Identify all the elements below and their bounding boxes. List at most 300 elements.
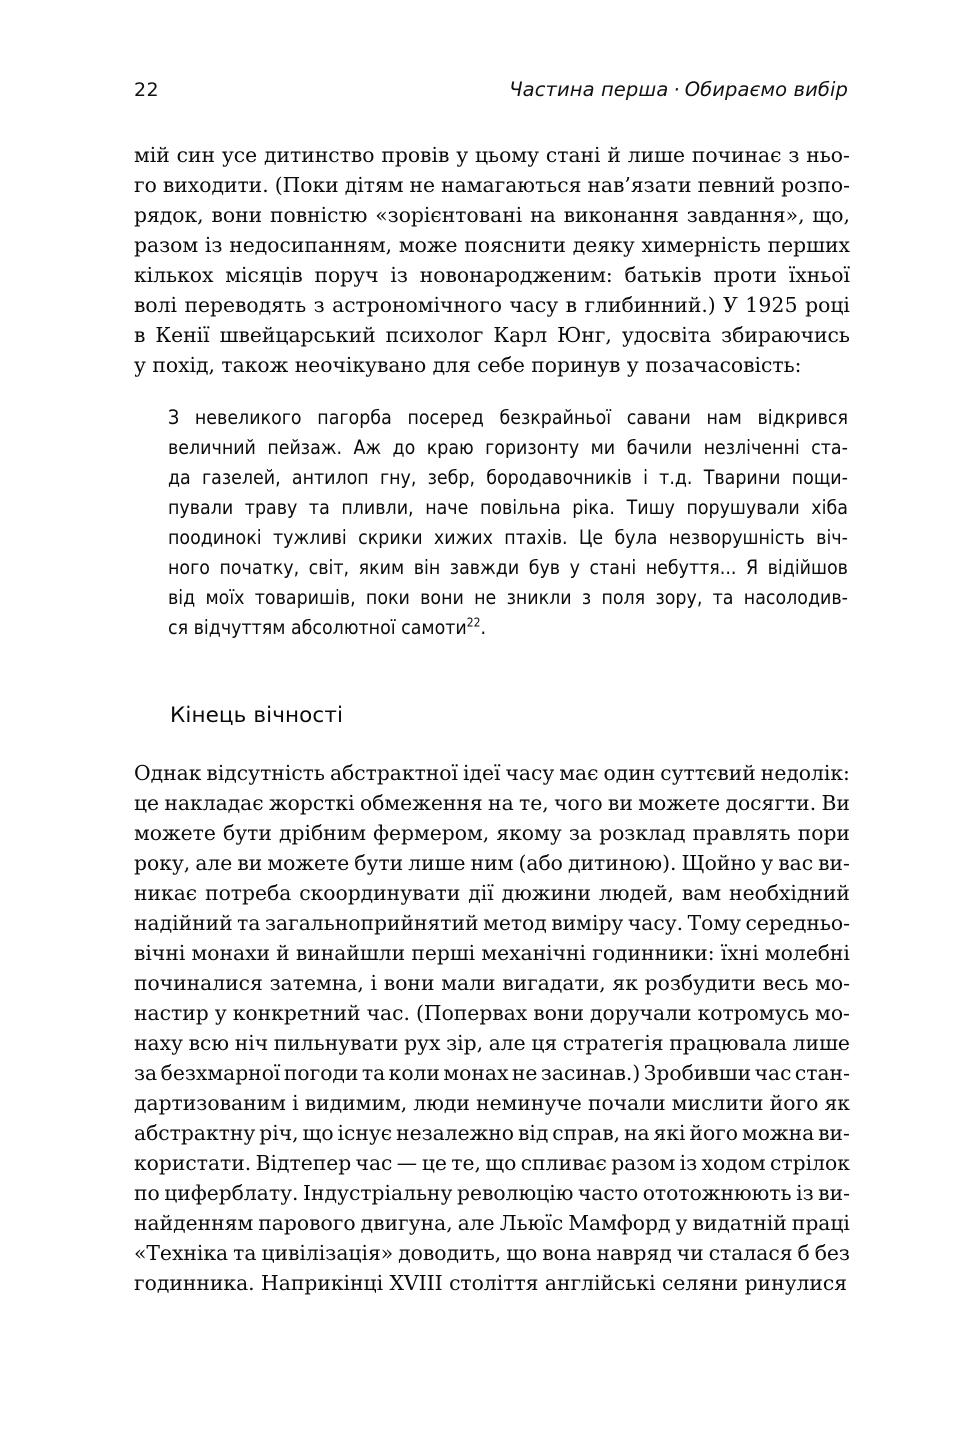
text-line [134,1118,850,1148]
word: виконання [563,203,679,227]
word: краю [426,436,474,459]
word: чого [554,791,603,815]
word: накладає [164,791,264,815]
word: із [204,233,223,257]
word: поки [365,586,410,609]
word: котромусь [697,1001,809,1025]
word: З [168,406,180,429]
word: вона [542,1241,592,1265]
word: один [603,761,656,785]
word: ріка. [572,496,615,519]
word: «зорієнтовані [375,203,523,227]
word: ніч [234,1031,269,1055]
word: відійшов [767,556,848,579]
word: усе [221,143,258,167]
word: недосипанням, [229,233,393,257]
word: вигадати, [502,971,606,995]
word: величний [168,436,256,459]
word: з [581,586,592,609]
word: (або [518,851,563,875]
word: кількох [134,263,214,287]
word: початку, [219,556,300,579]
word: доручали [590,1001,692,1025]
word: ним [470,851,514,875]
word: нам [706,406,742,429]
word: виходити. [162,173,269,197]
quote-line-text: ся відчуттям абсолютної самоти [168,616,467,639]
word: дрібним [279,821,366,845]
word: перших [767,233,850,257]
word: Тишу [626,496,675,519]
word: новонародженим: [419,263,613,287]
word: бородавочників [486,466,632,489]
word: справ, [552,1121,621,1145]
word: починалися [134,971,263,995]
text-line [134,170,850,200]
word: час. [366,1001,410,1025]
text-line [134,140,850,170]
word: рядок, [134,203,204,227]
word: суттєвий [660,761,756,785]
word: (Поки [274,173,339,197]
text-line [134,260,850,290]
word: розпо- [781,173,850,197]
word: газелей, [202,466,281,489]
word: відсутність [206,761,325,785]
word: Індустріальну [303,1181,453,1205]
word: розбудити [644,971,756,995]
word: абстрактної [329,761,459,785]
word: пейзаж. [267,436,343,459]
word: волі [134,293,177,317]
word: пливли, [341,496,414,519]
footnote-reference[interactable]: 22 [466,615,481,630]
word: на [624,1121,650,1145]
word: на [488,791,514,815]
paragraph-main [134,758,850,1298]
word: фермером, [373,821,490,845]
text-line [134,320,850,350]
word: чи [676,1241,704,1265]
word: збираючись [721,323,850,347]
word: конкретний [232,1001,361,1025]
word: та [712,586,734,609]
word: як [824,1091,850,1115]
word: він [413,556,441,579]
text-line [134,1028,850,1058]
word: дитинство [264,143,375,167]
word: жорсткі [269,791,355,815]
text-line: у похід, також неочікувано для себе поринув у позачасовість: [134,353,802,377]
word: бути [223,821,272,845]
word: зебр, [427,466,475,489]
word: і [292,1091,299,1115]
word: Тому [687,911,742,935]
word: що [506,1241,538,1265]
word: це [134,791,160,815]
word: савани [626,406,691,429]
word: ви- [818,1121,850,1145]
word: дії [468,881,494,905]
word: товаришів, [254,586,356,609]
word: пори [797,821,850,845]
word: на [530,203,556,227]
word: повільна [479,496,561,519]
word: наху [134,1031,183,1055]
word: те, [451,1151,481,1175]
word: ходом [701,1151,766,1175]
word: люди [413,1091,470,1115]
word: можете [638,791,721,815]
text-line [134,848,850,878]
word: в [134,323,146,347]
word: поля [601,586,646,609]
text-line [134,878,850,908]
word: ідеї [463,761,501,785]
word: повністю [270,203,368,227]
word: го [134,173,157,197]
word: засинав.) [540,1061,641,1085]
word: як [612,971,638,995]
word: незліченні [703,436,800,459]
word: рух [404,1031,441,1055]
word: насолодив- [743,586,848,609]
word: стратегія [562,1031,664,1055]
text-line [134,818,850,848]
text-line [134,230,850,260]
word: стані [545,143,601,167]
text-line [134,200,850,230]
word: існує [337,1121,393,1145]
word: вони [420,586,464,609]
text-line [134,1178,850,1208]
word: Зробивши [643,1061,752,1085]
word: т.д. [659,466,693,489]
quote-line [168,583,848,613]
text-line [134,998,850,1028]
word: астрономічного [332,293,502,317]
word: можна [741,1121,815,1145]
word: Тварини [703,466,781,489]
word: циферблату. [164,1181,299,1205]
text-line [134,938,850,968]
word: мо- [815,971,850,995]
word: те, [519,791,549,815]
text-line [134,1238,850,1268]
word: намагаються [441,173,582,197]
word: ви [237,851,263,875]
word: року, [134,851,191,875]
word: у [761,851,774,875]
word: механічні [481,941,587,965]
quote-line [168,553,848,583]
word: ви [607,791,633,815]
text-line: годинника. Наприкінці XVIII століття англійські селяни ринулися [134,1271,848,1295]
word: і [370,971,378,995]
word: вічні [134,941,186,965]
word: Це [578,526,604,549]
word: людей, [598,881,674,905]
word: погоди [283,1061,359,1085]
word: Льюїс [499,1211,564,1235]
word: стані [589,556,637,579]
word: лише [792,1031,850,1055]
word: його [769,1091,819,1115]
word: це [421,1151,447,1175]
word: Юнг, [557,323,612,347]
word: сталася [708,1241,793,1265]
word: деяку [572,233,635,257]
word: мали [441,971,496,995]
word: почали [587,1091,666,1115]
word: праці [791,1211,850,1235]
page-number: 22 [134,79,159,101]
word: ста- [811,436,848,459]
word: революцію [457,1181,574,1205]
word: птахів. [504,526,568,549]
word: ми [590,436,616,459]
word: наче [425,496,469,519]
word: світ, [308,556,350,579]
word: бути [354,851,404,875]
word: у [675,1211,688,1235]
word: всю [188,1031,230,1055]
word: починає [691,143,782,167]
word: їхні [720,941,759,965]
word: за [134,1061,158,1085]
word: стрілок [770,1151,850,1175]
word: ного [168,556,210,579]
word: часу. [627,911,684,935]
word: річ, [259,1121,299,1145]
word: У [723,293,738,317]
text-line [134,1148,850,1178]
section-heading: Кінець вічності [170,703,344,728]
word: спливає [520,1151,607,1175]
quote-line [168,493,848,523]
word: може [398,233,458,257]
word: антилоп [291,466,369,489]
word: та [237,911,261,935]
running-title-part-two: Обираємо вибір [684,78,848,101]
word: вас [778,851,814,875]
word: віч- [816,526,848,549]
word: метод [483,911,547,935]
text-line [134,908,850,938]
word: перші [411,941,476,965]
em-dash: — [396,1151,418,1175]
word: ви- [818,1181,850,1205]
word: не [409,173,436,197]
word: лише [408,851,466,875]
word: від [168,586,196,609]
word: вони [211,203,263,227]
word: але [488,1031,526,1055]
word: у [214,1001,227,1025]
word: із [390,263,408,287]
word: Аж [353,436,382,459]
word: психолог [385,323,484,347]
word: часто [577,1181,639,1205]
word: без [814,1241,850,1265]
quote-line-last [168,613,848,643]
text-line [134,290,850,320]
word: його [689,1121,739,1145]
word: настир [134,1001,209,1025]
word: в [565,293,578,317]
word: швейцарський [219,323,376,347]
word: хижих [433,526,493,549]
word: поодинокі [168,526,262,549]
word: глибинний.) [584,293,716,317]
word: моїх [205,586,245,609]
word: не [474,586,497,609]
word: небуття... [645,556,737,579]
word: та [233,1241,257,1265]
word: й [607,143,621,167]
paragraph-opening [134,140,850,380]
word: порушували [686,496,800,519]
word: зникли [506,586,572,609]
word: потреба [205,881,292,905]
word: ця [531,1031,558,1055]
word: яким [358,556,405,579]
word: пояснити [464,233,566,257]
word: траву [244,496,298,519]
word: лише [627,143,686,167]
word: зору, [655,586,703,609]
word: монахи [191,941,271,965]
word: никає [134,881,198,905]
word: та [308,496,330,519]
word: видимим, [304,1091,408,1115]
word: зір, [446,1031,484,1055]
word: Кенії [155,323,210,347]
word: мислити [671,1091,764,1115]
word: удосвіта [621,323,712,347]
word: певний [697,173,776,197]
text-line [134,1208,850,1238]
word: році [805,293,850,317]
word: невеликого [194,406,302,429]
word: винайшли [295,941,406,965]
word: вони [383,971,435,995]
word: дітям [344,173,404,197]
word: монах [443,1061,509,1085]
word: разом [611,1151,676,1175]
word: ви- [818,851,850,875]
word: пагорба [317,406,392,429]
word: вам [681,881,722,905]
word: безкрайньої [499,406,612,429]
word: б [797,1241,810,1265]
word: ньо- [806,143,850,167]
word: у [456,143,469,167]
word: завжди [449,556,520,579]
year-number: 1925 [745,293,798,317]
word: горизонту [485,436,580,459]
word: коли [388,1061,440,1085]
word: із [796,1181,814,1205]
word: дюжини [501,881,592,905]
word: син [176,143,216,167]
text-line [134,968,850,998]
word: але [195,851,233,875]
word: Відтепер [255,1151,352,1175]
word: абстрактну [134,1121,256,1145]
word: загальноприйнятий [264,911,479,935]
word: навряд [596,1241,672,1265]
word: правлять [692,821,791,845]
word: дитиною). [567,851,677,875]
word: дартизованим [134,1091,286,1115]
word: але [457,1211,495,1235]
word: від [517,1121,549,1145]
word: посеред [407,406,484,429]
word: пощи- [791,466,848,489]
word: ототожнюють [642,1181,792,1205]
word: парового [258,1211,356,1235]
word: скрики [358,526,423,549]
word: часу [505,761,555,785]
word: можете [267,851,350,875]
word: двигуна, [360,1211,453,1235]
word: Мамфорд [568,1211,671,1235]
word: затемна, [269,971,364,995]
word: «Техніка [134,1241,229,1265]
word: які [653,1121,686,1145]
word: пували [168,496,234,519]
word: Однак [134,761,202,785]
blockquote [168,403,848,643]
word: необхідний [729,881,850,905]
word: переводять [184,293,307,317]
running-title [509,78,848,101]
word: місяців [225,263,303,287]
word: й [276,941,290,965]
word: незалежно [396,1121,515,1145]
word: молебні [764,941,850,965]
word: доводить, [398,1241,502,1265]
word: працювала [669,1031,788,1055]
word: гну, [379,466,417,489]
word: Я [745,556,759,579]
quote-line [168,463,848,493]
word: що [302,1121,334,1145]
word: видатній [692,1211,787,1235]
text-line [134,758,850,788]
word: стан- [794,1061,850,1085]
word: якому [496,821,562,845]
running-title-separator: · [673,78,680,101]
word: по [134,1181,160,1205]
word: неминуче [476,1091,582,1115]
word: да [168,466,191,489]
word: відкрився [757,406,848,429]
word: з [313,293,325,317]
word: часу [509,293,559,317]
word: їхньої [788,263,850,287]
word: цивілізація» [261,1241,394,1265]
word: годинники: [592,941,715,965]
quote-line [168,433,848,463]
word: нав’язати [587,173,692,197]
quote-terminal-punctuation: . [480,616,487,639]
quote-line [168,523,848,553]
word: із [679,1151,698,1175]
page-header [134,78,848,106]
word: та [361,1061,386,1085]
